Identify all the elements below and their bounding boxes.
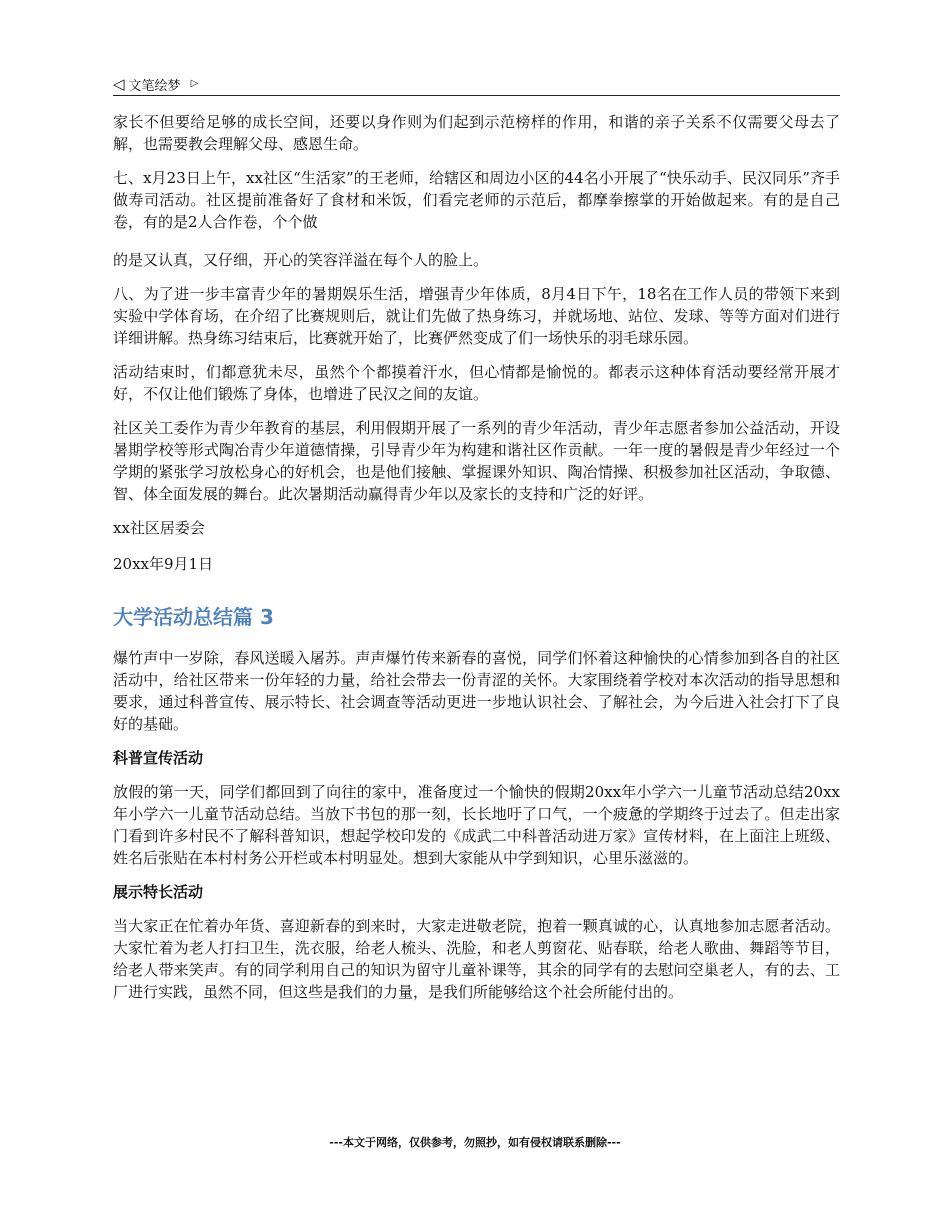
signature-date: 20xx年9月1日: [113, 555, 214, 573]
page-header: [113, 73, 840, 96]
page-footer: ---本文于网络，仅供参考，勿照抄，如有侵权请联系删除---: [329, 1136, 621, 1149]
triangle-left-icon: ◁: [113, 74, 125, 93]
paragraph: 八、为了进一步丰富青少年的暑期娱乐生活，增强青少年体质，8月4日下午，18名在工作人员的带领下来到实验中学体育场，在介绍了比赛规则后，就让们先做了热身练习，并就场地、站位、发球、等等方面对们进行详细讲解。热身练习结束后，比赛就开始了，比赛俨然变成了们一场快乐的羽毛球乐园。: [113, 285, 840, 347]
intro-paragraph: 爆竹声中一岁除，春风送暖入屠苏。声声爆竹传来新春的喜悦，同学们怀着这种愉快的心情参加到各自的社区活动中，给社区带来一份年轻的力量，给社会带去一份青涩的关怀。大家围绕着学校对本次活动的指导思想和要求，通过科普宣传、展示特长、社会调查等活动更进一步地认识社会、了解社会，为今后进入社会打下了良好的基础。: [113, 649, 840, 733]
signature-org: xx社区居委会: [113, 519, 205, 537]
header-title: 文笔绘梦: [128, 78, 181, 94]
paragraph: 活动结束时，们都意犹未尽，虽然个个都摸着汗水，但心情都是愉悦的。都表示这种体育活动要经常开展才好，不仅让他们锻炼了身体，也增进了民汉之间的友谊。: [113, 363, 840, 403]
subsection-paragraph: 当大家正在忙着办年货、喜迎新春的到来时，大家走进敬老院，抱着一颗真诚的心，认真地参加志愿者活动。大家忙着为老人打扫卫生，洗衣服，给老人梳头、洗脸，和老人剪窗花、贴春联，给老人歌曲、舞蹈等节目，给老人带来笑声。有的同学利用自己的知识为留守儿童补课等，其余的同学有的去慰问空巢老人，有的去、工厂进行实践，虽然不同，但这些是我们的力量，是我们所能够给这个社会所能付出的。: [113, 917, 840, 1001]
triangle-right-icon: ▷: [190, 78, 199, 89]
subsection-title: 科普宣传活动: [113, 749, 204, 767]
paragraph: 家长不但要给足够的成长空间，还要以身作则为们起到示范榜样的作用，和谐的亲子关系不仅需要父母去了解，也需要教会理解父母、感恩生命。: [113, 113, 840, 153]
subsection-title: 展示特长活动: [113, 883, 204, 901]
paragraph: 的是又认真，又仔细，开心的笑容洋溢在每个人的脸上。: [113, 251, 489, 269]
paragraph: 七、x月23日上午，xx社区“生活家”的王老师，给辖区和周边小区的44名小开展了“快乐动手、民汉同乐”齐手做寿司活动。社区提前准备好了食材和米饭，们看完老师的示范后，都摩拳擦掌的开始做起来。有的是自己卷，有的是2人合作卷，个个做: [113, 169, 840, 231]
subsection-paragraph: 放假的第一天，同学们都回到了向往的家中，准备度过一个愉快的假期20xx年小学六一儿童节活动总结20xx年小学六一儿童节活动总结。当放下书包的那一刻，长长地吁了口气，一个疲惫的学期终于过去了。但走出家门看到许多村民不了解科普知识，想起学校印发的《成武二中科普活动进万家》宣传材料，在上面注上班级、姓名后张贴在本村村务公开栏或本村明显处。想到大家能从中学到知识，心里乐滋滋的。: [113, 783, 840, 867]
section-title: 大学活动总结篇 3: [113, 605, 274, 629]
paragraph: 社区关工委作为青少年教育的基层，利用假期开展了一系列的青少年活动，青少年志愿者参加公益活动，开设暑期学校等形式陶冶青少年道德情操，引导青少年为构建和谐社区作贡献。一年一度的暑假是青少年经过一个学期的紧张学习放松身心的好机会，也是他们接触、掌握课外知识、陶冶情操、积极参加社区活动，争取德、智、体全面发展的舞台。此次暑期活动赢得青少年以及家长的支持和广泛的好评。: [113, 419, 840, 503]
document-body: [113, 111, 840, 1015]
